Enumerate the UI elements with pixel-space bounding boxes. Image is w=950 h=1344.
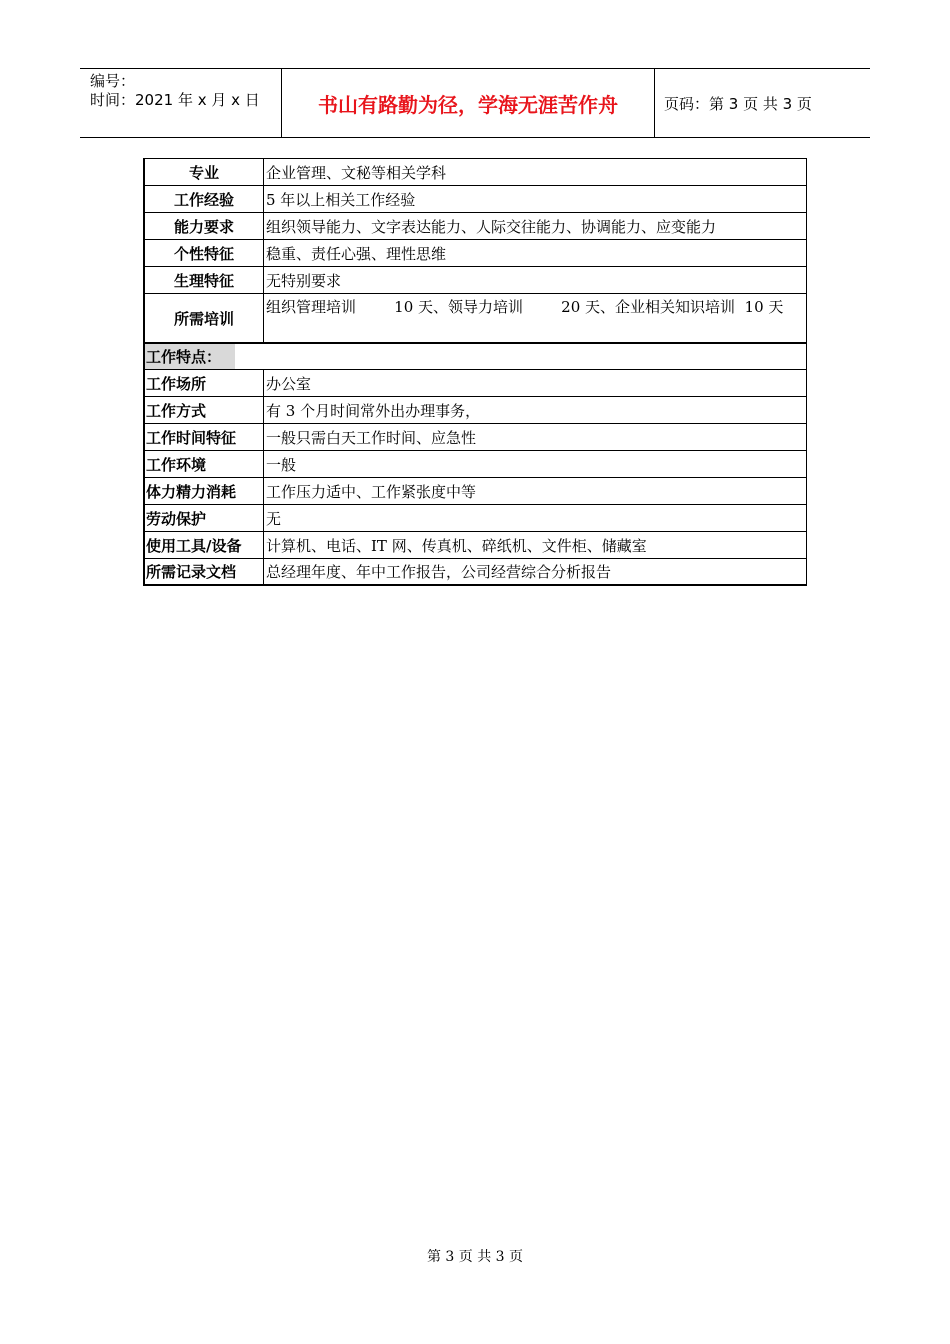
row-value: 办公室	[266, 374, 312, 393]
row-label: 工作方式	[145, 397, 264, 423]
table-row-experience	[143, 185, 807, 212]
table-row-abilities	[143, 212, 807, 239]
row-value: 有 3 个月时间常外出办理事务，	[266, 401, 481, 420]
row-label: 所需培训	[145, 294, 264, 342]
row-value: 无特别要求	[266, 271, 342, 290]
row-value: 一般只需白天工作时间、应急性	[266, 428, 477, 447]
section-title: 工作特点：	[145, 344, 235, 369]
table-row-documents	[143, 558, 807, 586]
row-label: 工作时间特征	[145, 424, 264, 450]
table-row-physical	[143, 266, 807, 293]
row-label: 工作场所	[145, 370, 264, 396]
row-label: 生理特征	[145, 267, 264, 293]
motto-text: 书山有路勤为径，学海无涯苦作舟	[318, 93, 618, 117]
row-value: 无	[266, 509, 282, 528]
table-row-workplace	[143, 369, 807, 396]
row-label: 劳动保护	[145, 505, 264, 531]
row-value: 稳重、责任心强、理性思维	[266, 244, 447, 263]
row-value: 5 年以上相关工作经验	[266, 190, 416, 209]
serial-label: 编号：	[90, 72, 136, 90]
header-meta	[80, 69, 282, 137]
row-value: 工作压力适中、工作紧张度中等	[266, 482, 477, 501]
page-header	[80, 68, 870, 138]
row-value: 企业管理、文秘等相关学科	[266, 163, 447, 182]
page-info: 页码：第 3 页 共 3 页	[664, 95, 812, 113]
job-spec-table	[143, 158, 807, 586]
table-row-work-time	[143, 423, 807, 450]
table-row-training	[143, 293, 807, 342]
row-label: 个性特征	[145, 240, 264, 266]
row-value: 组织领导能力、文字表达能力、人际交往能力、协调能力、应变能力	[266, 217, 717, 236]
row-label: 能力要求	[145, 213, 264, 239]
row-value: 一般	[266, 455, 297, 474]
page-footer: 第 3 页 共 3 页	[426, 1249, 524, 1265]
row-label: 使用工具/设备	[145, 532, 264, 558]
table-row-tools	[143, 531, 807, 558]
time-label: 时间：2021 年 x 月 x 日	[90, 91, 260, 109]
table-row-personality	[143, 239, 807, 266]
table-row-protection	[143, 504, 807, 531]
table-row-environment	[143, 450, 807, 477]
row-label: 所需记录文档	[145, 559, 264, 584]
row-value: 总经理年度、年中工作报告，公司经营综合分析报告	[266, 563, 612, 581]
row-value: 组织管理培训 10 天、领导力培训 20 天、企业相关知识培训 10 天	[266, 298, 784, 316]
header-page-cell	[655, 69, 870, 137]
header-motto-cell	[282, 69, 655, 137]
table-row-effort	[143, 477, 807, 504]
work-section-header	[143, 342, 807, 369]
table-row-work-mode	[143, 396, 807, 423]
row-value: 计算机、电话、IT 网、传真机、碎纸机、文件柜、储藏室	[266, 536, 647, 555]
row-label: 体力精力消耗	[145, 478, 264, 504]
row-label: 工作环境	[145, 451, 264, 477]
row-label: 专业	[145, 159, 264, 185]
table-row-major	[143, 158, 807, 185]
row-label: 工作经验	[145, 186, 264, 212]
